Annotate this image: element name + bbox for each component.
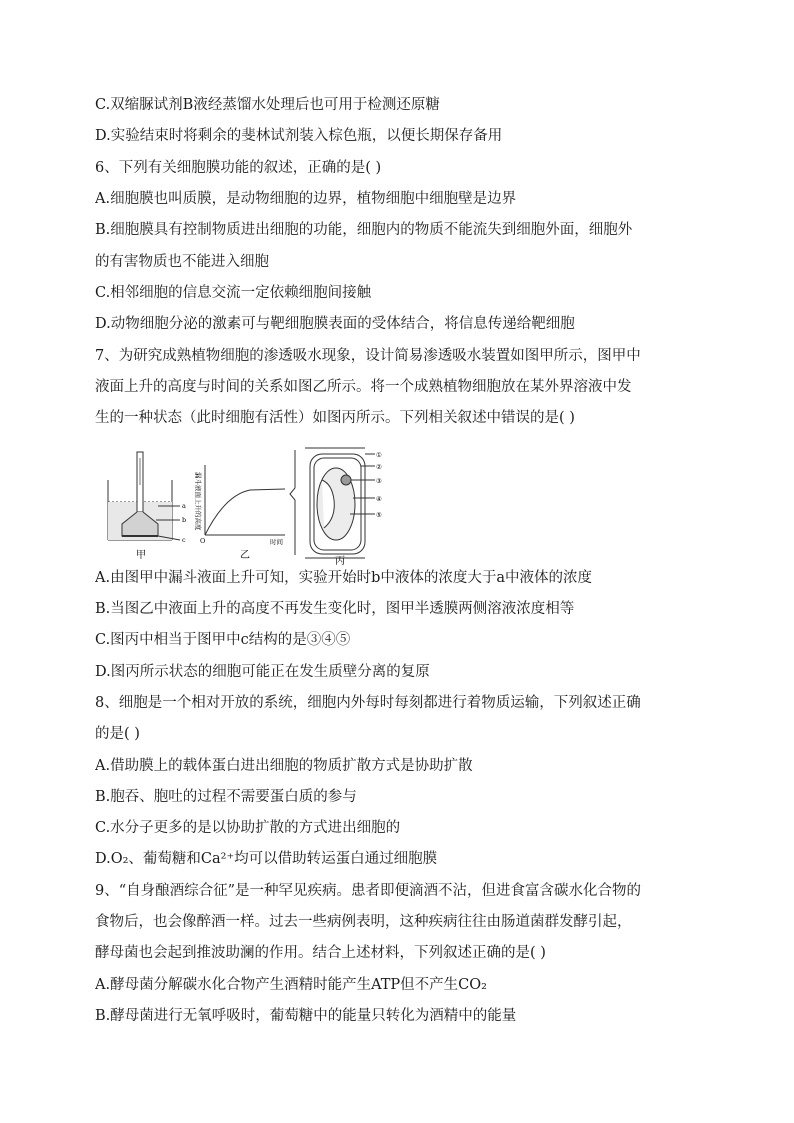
question-9-cont2: 酵母菌也会起到推波助澜的作用。结合上述材料，下列叙述正确的是( ) (95, 945, 546, 961)
label-a: a (182, 502, 186, 510)
question-8: 8、细胞是一个相对开放的系统，细胞内外每时每刻都进行着物质运输，下列叙述正确 (95, 695, 641, 711)
label-3: ③ (376, 477, 382, 485)
option-5c: C.双缩脲试剂B液经蒸馏水处理后也可用于检测还原糖 (95, 97, 440, 113)
option-6b: B.细胞膜具有控制物质进出细胞的功能，细胞内的物质不能流失到细胞外面，细胞外 (95, 222, 633, 238)
figure-jia (108, 452, 180, 540)
option-7d: D.图丙所示状态的细胞可能正在发生质壁分离的复原 (95, 664, 430, 680)
label-4: ④ (376, 495, 382, 503)
figure-bing (290, 448, 375, 558)
option-8d: D.O₂、葡萄糖和Ca²⁺均可以借助转运蛋白通过细胞膜 (95, 851, 438, 867)
question-7-cont1: 液面上升的高度与时间的关系如图乙所示。将一个成熟植物细胞放在某外界溶液中发 (95, 379, 632, 395)
label-5: ⑤ (376, 511, 382, 519)
question-6: 6、下列有关细胞膜功能的叙述，正确的是( ) (95, 160, 382, 176)
option-8c: C.水分子更多的是以协助扩散的方式进出细胞的 (95, 820, 401, 836)
option-7c: C.图丙中相当于图甲中c结构的是③④⑤ (95, 632, 351, 648)
option-6c: C.相邻细胞的信息交流一定依赖细胞间接触 (95, 285, 372, 301)
option-7a: A.由图甲中漏斗液面上升可知，实验开始时b中液体的浓度大于a中液体的浓度 (95, 570, 593, 586)
label-1: ① (376, 451, 382, 459)
label-c: c (182, 536, 186, 544)
question-9-cont1: 食物后，也会像醉酒一样。过去一些病例表明，这种疾病往往由肠道菌群发酵引起， (95, 914, 632, 930)
yi-origin: O (200, 537, 206, 545)
option-8b: B.胞吞、胞吐的过程不需要蛋白质的参与 (95, 789, 357, 805)
option-5d: D.实验结束时将剩余的斐林试剂装入棕色瓶，以便长期保存备用 (95, 128, 503, 144)
yi-xlabel: 时间 (270, 538, 283, 546)
label-b: b (182, 516, 187, 524)
caption-yi: 乙 (240, 550, 250, 561)
option-9a: A.酵母菌分解碳水化合物产生酒精时能产生ATP但不产生CO₂ (95, 977, 487, 993)
label-2: ② (376, 463, 382, 471)
caption-bing: 丙 (335, 556, 345, 565)
option-9b: B.酵母菌进行无氧呼吸时，葡萄糖中的能量只转化为酒精中的能量 (95, 1008, 517, 1024)
option-8a: A.借助膜上的载体蛋白进出细胞的物质扩散方式是协助扩散 (95, 758, 473, 774)
option-7b: B.当图乙中液面上升的高度不再发生变化时，图甲半透膜两侧溶液浓度相等 (95, 601, 575, 617)
option-6d: D.动物细胞分泌的激素可与靶细胞膜表面的受体结合，将信息传递给靶细胞 (95, 316, 575, 332)
question-7-cont2: 生的一种状态（此时细胞有活性）如图丙所示。下列相关叙述中错误的是( ) (95, 410, 575, 426)
question-8-cont: 的是( ) (95, 726, 140, 742)
option-6a: A.细胞膜也叫质膜，是动物细胞的边界，植物细胞中细胞壁是边界 (95, 191, 517, 207)
question-9: 9、“自身酿酒综合征”是一种罕见疾病。患者即便滴酒不沾，但进食富含碳水化合物的 (95, 883, 642, 899)
yi-ylabel: 漏斗液面上升的高度 (194, 472, 202, 531)
caption-jia: 甲 (136, 550, 146, 561)
option-6b-cont: 的有害物质也不能进入细胞 (95, 254, 269, 270)
osmosis-figure (100, 440, 480, 565)
figure-yi (205, 465, 285, 535)
question-7: 7、为研究成熟植物细胞的渗透吸水现象，设计简易渗透吸水装置如图甲所示，图甲中 (95, 348, 641, 364)
